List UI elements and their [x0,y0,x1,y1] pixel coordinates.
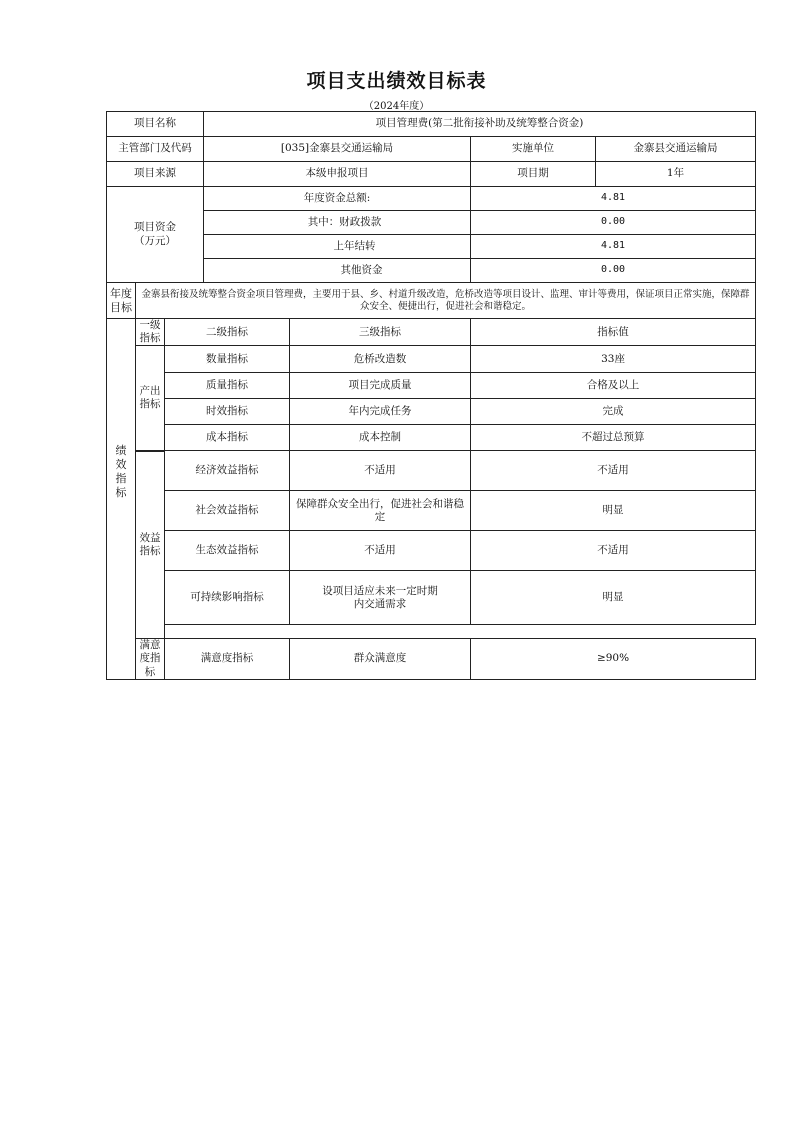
output-label-line2: 指标 [139,398,161,411]
funds-total-value: 4.81 [471,187,756,211]
row-funds-fiscal [107,211,756,235]
impl-value: 金寨县交通运输局 [596,137,756,162]
row-source [107,162,756,187]
side-char-2: 效 [115,458,127,472]
goal-label-line1: 年度 [110,286,132,300]
side-spacer [107,451,136,639]
row-annual-goal [107,283,756,319]
benefit-l2: 可持续影响指标 [165,571,290,625]
benefit-l3-line: 设项目适应未来一定时期 [322,584,438,597]
benefit-l3-line: 定 [374,510,386,523]
output-l3: 成本控制 [290,425,471,451]
benefit-value: 不适用 [471,451,756,491]
satisfaction-l2: 满意度指标 [165,639,290,679]
row-funds-carryover [107,235,756,259]
output-l3: 危桥改造数 [290,346,471,373]
output-value: 完成 [471,399,756,425]
output-l2: 时效指标 [165,399,290,425]
benefit-value: 不适用 [471,531,756,571]
fiscal-year: （2024年度） [363,101,430,112]
performance-table-lower [106,451,756,680]
goal-label [107,283,136,319]
funds-other-label: 其他资金 [204,259,471,283]
funds-label-line1: 项目资金 [134,221,176,234]
output-l3: 项目完成质量 [290,373,471,399]
benefit-value: 明显 [471,571,756,625]
period-label: 项目期 [471,162,596,187]
row-department [107,137,756,162]
benefit-value: 明显 [471,491,756,531]
satisfaction-value: ≥90% [471,639,756,679]
side-char-1: 绩 [115,444,127,458]
table-row [107,399,756,425]
funds-other-value: 0.00 [471,259,756,283]
side-char-3: 指 [115,471,127,485]
goal-label-line2: 目标 [110,300,132,314]
funds-carryover-value: 4.81 [471,235,756,259]
benefit-l3-line: 不适用 [364,544,396,557]
output-l2: 成本指标 [165,425,290,451]
table-row [107,346,756,373]
benefit-label-line2: 指标 [139,545,161,557]
benefit-l2: 生态效益指标 [165,531,290,571]
benefit-l3-line: 不适用 [364,464,396,477]
funds-total-label: 年度资金总额: [204,187,471,211]
dept-value: [035]金寨县交通运输局 [204,137,471,162]
project-name-value: 项目管理费(第二批衔接补助及统筹整合资金) [204,112,756,137]
header-level1-line1: 一级 [139,319,161,331]
page-title: 项目支出绩效目标表 [306,70,487,92]
row-funds-total [107,187,756,211]
benefit-l3-line: 内交通需求 [353,597,407,610]
source-value: 本级申报项目 [204,162,471,187]
header-value: 指标值 [471,319,756,346]
row-indicator-header [107,319,756,346]
header-level3: 三级指标 [290,319,471,346]
funds-label [107,187,204,283]
goal-text: 金寨县衔接及统筹整合资金项目管理费，主要用于县、乡、村道升级改造，危桥改造等项目设计、监理、审计等费用，保证项目正常实施，保障群众安全、便捷出行，促进社会和谐稳定。 [136,283,756,319]
output-l2: 数量指标 [165,346,290,373]
funds-carryover-label: 上年结转 [204,235,471,259]
benefit-l2: 经济效益指标 [165,451,290,491]
side-spacer-bottom [107,639,136,679]
benefit-label-cell [136,451,165,639]
satisfaction-label-line1: 满意 [139,639,161,652]
benefit-l3-line: 保障群众安全出行，促进社会和谐稳 [296,497,465,510]
row-benefit-block [107,451,756,639]
funds-label-line2: （万元） [134,234,176,247]
output-l2: 质量指标 [165,373,290,399]
output-value: 合格及以上 [471,373,756,399]
impl-label: 实施单位 [471,137,596,162]
output-label-line1: 产出 [139,385,161,398]
header-level1 [136,319,165,346]
side-char-4: 标 [115,485,127,499]
project-name-label: 项目名称 [107,112,204,137]
dept-label: 主管部门及代码 [107,137,204,162]
satisfaction-label-line3: 标 [144,665,156,678]
satisfaction-label [136,639,165,679]
output-indicator-label [136,346,165,451]
funds-fiscal-label: 其中：财政拨款 [204,211,471,235]
output-l3: 年内完成任务 [290,399,471,425]
output-value: 33座 [471,346,756,373]
row-satisfaction [107,639,756,679]
row-project-name [107,112,756,137]
benefit-label-line1: 效益 [139,531,161,544]
table-row [107,373,756,399]
benefit-l2: 社会效益指标 [165,491,290,531]
header-level2: 二级指标 [165,319,290,346]
output-value: 不超过总预算 [471,425,756,451]
benefit-block-spacer [165,451,756,639]
source-label: 项目来源 [107,162,204,187]
period-value: 1年 [596,162,756,187]
header-level1-line2: 指标 [139,332,161,345]
satisfaction-label-line2: 度指 [139,652,161,665]
satisfaction-l3: 群众满意度 [290,639,471,679]
table-row [107,425,756,451]
funds-fiscal-value: 0.00 [471,211,756,235]
row-funds-other [107,259,756,283]
